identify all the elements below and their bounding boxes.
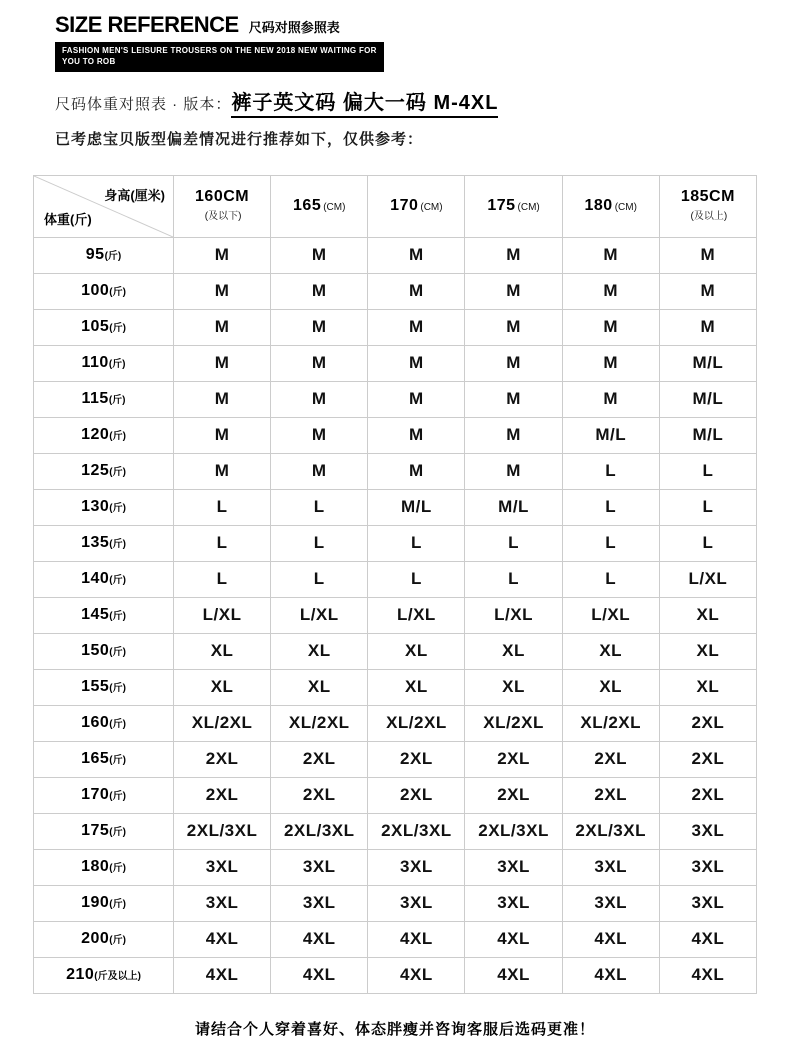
size-cell: 4XL — [465, 957, 562, 993]
table-row — [34, 597, 757, 633]
size-cell: M — [368, 453, 465, 489]
size-cell: 2XL — [659, 705, 756, 741]
size-cell: M — [465, 417, 562, 453]
size-cell: M — [174, 309, 271, 345]
weight-cell: 125(斤) — [34, 453, 174, 489]
size-cell: XL — [562, 633, 659, 669]
weight-cell: 190(斤) — [34, 885, 174, 921]
weight-cell: 110(斤) — [34, 345, 174, 381]
size-cell: M — [271, 309, 368, 345]
size-cell: M — [271, 237, 368, 273]
weight-cell: 175(斤) — [34, 813, 174, 849]
weight-cell: 105(斤) — [34, 309, 174, 345]
note-text: 已考虑宝贝版型偏差情况进行推荐如下，仅供参考： — [55, 130, 424, 148]
size-cell: 2XL — [174, 741, 271, 777]
table-row — [34, 525, 757, 561]
weight-cell: 100(斤) — [34, 273, 174, 309]
size-cell: 2XL — [659, 741, 756, 777]
size-cell: 3XL — [659, 813, 756, 849]
size-cell: M/L — [562, 417, 659, 453]
size-cell: 2XL — [562, 777, 659, 813]
size-cell: XL — [271, 669, 368, 705]
size-cell: XL/2XL — [465, 705, 562, 741]
size-cell: 2XL — [659, 777, 756, 813]
size-cell: 2XL/3XL — [465, 813, 562, 849]
weight-cell: 140(斤) — [34, 561, 174, 597]
table-row — [34, 273, 757, 309]
size-cell: XL — [174, 669, 271, 705]
size-cell: 2XL — [465, 741, 562, 777]
size-cell: 3XL — [368, 849, 465, 885]
size-table — [33, 175, 757, 994]
weight-cell: 95(斤) — [34, 237, 174, 273]
size-cell: L — [562, 525, 659, 561]
size-cell: XL/2XL — [271, 705, 368, 741]
size-cell: 4XL — [174, 921, 271, 957]
size-cell: XL — [659, 597, 756, 633]
weight-cell: 200(斤) — [34, 921, 174, 957]
column-header-175: 175 (CM) — [465, 175, 562, 237]
size-cell: 2XL — [368, 777, 465, 813]
size-cell: M — [271, 273, 368, 309]
weight-cell: 155(斤) — [34, 669, 174, 705]
size-cell: XL — [174, 633, 271, 669]
size-table-head-row — [34, 175, 757, 237]
size-cell: M/L — [465, 489, 562, 525]
size-cell: 4XL — [562, 921, 659, 957]
size-cell: M — [174, 273, 271, 309]
table-row — [34, 705, 757, 741]
table-row — [34, 561, 757, 597]
size-cell: 4XL — [465, 921, 562, 957]
size-cell: 3XL — [465, 885, 562, 921]
weight-cell: 135(斤) — [34, 525, 174, 561]
size-cell: L — [368, 525, 465, 561]
size-cell: XL — [271, 633, 368, 669]
size-cell: M — [368, 417, 465, 453]
table-row — [34, 237, 757, 273]
size-cell: XL — [368, 633, 465, 669]
size-cell: L — [174, 561, 271, 597]
title-en: SIZE REFERENCE — [55, 12, 239, 37]
size-cell: 4XL — [659, 957, 756, 993]
weight-cell: 165(斤) — [34, 741, 174, 777]
size-cell: L — [465, 525, 562, 561]
size-cell: M — [271, 345, 368, 381]
size-cell: M/L — [659, 417, 756, 453]
weight-cell: 145(斤) — [34, 597, 174, 633]
size-cell: 4XL — [174, 957, 271, 993]
size-cell: M — [562, 309, 659, 345]
intro-label: 尺码体重对照表 · 版本： — [55, 95, 232, 113]
size-cell: L/XL — [271, 597, 368, 633]
size-cell: L — [271, 489, 368, 525]
size-cell: L — [271, 525, 368, 561]
size-cell: M/L — [368, 489, 465, 525]
size-cell: XL — [659, 633, 756, 669]
size-cell: M — [174, 381, 271, 417]
column-header-170: 170 (CM) — [368, 175, 465, 237]
size-cell: M — [659, 273, 756, 309]
size-cell: L/XL — [465, 597, 562, 633]
weight-cell: 210(斤及以上) — [34, 957, 174, 993]
weight-cell: 170(斤) — [34, 777, 174, 813]
table-row — [34, 957, 757, 993]
size-cell: L/XL — [562, 597, 659, 633]
table-row — [34, 669, 757, 705]
intro-line — [55, 86, 790, 118]
size-cell: 2XL — [562, 741, 659, 777]
size-cell: M/L — [659, 345, 756, 381]
size-cell: XL — [659, 669, 756, 705]
table-row — [34, 921, 757, 957]
table-row — [34, 885, 757, 921]
size-cell: 2XL — [465, 777, 562, 813]
title-line — [55, 12, 790, 38]
size-cell: 2XL — [368, 741, 465, 777]
table-row — [34, 849, 757, 885]
size-cell: 3XL — [271, 885, 368, 921]
banner — [55, 42, 384, 72]
size-cell: 2XL — [174, 777, 271, 813]
size-cell: M — [271, 381, 368, 417]
size-cell: XL — [368, 669, 465, 705]
size-cell: L — [659, 489, 756, 525]
size-cell: M — [368, 381, 465, 417]
size-cell: L — [174, 489, 271, 525]
size-cell: 3XL — [465, 849, 562, 885]
size-cell: 2XL/3XL — [562, 813, 659, 849]
size-cell: 3XL — [659, 849, 756, 885]
table-row — [34, 309, 757, 345]
title-cn: 尺码对照参照表 — [248, 20, 340, 35]
table-row — [34, 453, 757, 489]
size-cell: M — [562, 381, 659, 417]
corner-cell — [34, 175, 174, 237]
column-header-180: 180 (CM) — [562, 175, 659, 237]
size-cell: 4XL — [659, 921, 756, 957]
column-header-165: 165 (CM) — [271, 175, 368, 237]
size-cell: L — [562, 489, 659, 525]
size-cell: M — [368, 309, 465, 345]
table-row — [34, 417, 757, 453]
header — [55, 12, 790, 72]
size-cell: M — [368, 273, 465, 309]
size-cell: L — [659, 525, 756, 561]
table-row — [34, 345, 757, 381]
table-row — [34, 489, 757, 525]
size-cell: 3XL — [562, 885, 659, 921]
height-axis-label: 身高(厘米) — [104, 187, 165, 203]
size-cell: M — [659, 309, 756, 345]
size-cell: M/L — [659, 381, 756, 417]
size-cell: XL/2XL — [174, 705, 271, 741]
size-cell: M — [368, 237, 465, 273]
size-cell: M — [174, 237, 271, 273]
size-cell: 2XL — [271, 777, 368, 813]
weight-cell: 160(斤) — [34, 705, 174, 741]
banner-line1: FASHION MEN'S LEISURE TROUSERS ON THE NEW 2018 NEW WAITING FOR — [62, 46, 377, 55]
size-cell: M — [271, 417, 368, 453]
size-cell: M — [562, 345, 659, 381]
size-cell: M — [465, 381, 562, 417]
size-cell: L — [465, 561, 562, 597]
table-row — [34, 813, 757, 849]
size-cell: L — [659, 453, 756, 489]
banner-line2: YOU TO ROB — [62, 56, 116, 66]
size-cell: L — [368, 561, 465, 597]
size-cell: L — [174, 525, 271, 561]
size-cell: 3XL — [174, 849, 271, 885]
size-cell: M — [465, 237, 562, 273]
size-cell: 3XL — [368, 885, 465, 921]
version-text: 裤子英文码 偏大一码 M-4XL — [231, 86, 498, 118]
size-cell: L/XL — [368, 597, 465, 633]
size-cell: 2XL/3XL — [368, 813, 465, 849]
size-cell: 3XL — [562, 849, 659, 885]
size-cell: 2XL — [271, 741, 368, 777]
size-cell: 4XL — [368, 957, 465, 993]
weight-cell: 115(斤) — [34, 381, 174, 417]
table-row — [34, 741, 757, 777]
size-cell: M — [271, 453, 368, 489]
size-cell: M — [562, 273, 659, 309]
size-cell: M — [174, 453, 271, 489]
size-cell: M — [465, 345, 562, 381]
size-cell: M — [174, 345, 271, 381]
footer-note: 请结合个人穿着喜好、体态胖瘦并咨询客服后选码更准！ — [194, 1020, 595, 1037]
column-header-160cm: 160CM (及以下) — [174, 175, 271, 237]
size-cell: M — [465, 453, 562, 489]
size-cell: M — [562, 237, 659, 273]
weight-cell: 180(斤) — [34, 849, 174, 885]
column-header-185cm: 185CM (及以上) — [659, 175, 756, 237]
size-cell: M — [659, 237, 756, 273]
size-cell: L/XL — [659, 561, 756, 597]
table-row — [34, 777, 757, 813]
size-cell: M — [174, 417, 271, 453]
weight-cell: 150(斤) — [34, 633, 174, 669]
size-cell: L — [271, 561, 368, 597]
size-cell: M — [465, 273, 562, 309]
size-cell: 4XL — [562, 957, 659, 993]
size-cell: L — [562, 561, 659, 597]
size-cell: 4XL — [271, 957, 368, 993]
size-cell: XL — [562, 669, 659, 705]
size-cell: XL/2XL — [562, 705, 659, 741]
size-cell: 3XL — [659, 885, 756, 921]
weight-axis-label: 体重(斤) — [44, 211, 92, 227]
size-cell: L/XL — [174, 597, 271, 633]
weight-cell: 130(斤) — [34, 489, 174, 525]
table-row — [34, 381, 757, 417]
size-cell: 3XL — [174, 885, 271, 921]
size-cell: 4XL — [368, 921, 465, 957]
size-cell: 2XL/3XL — [271, 813, 368, 849]
size-cell: 3XL — [271, 849, 368, 885]
size-cell: 4XL — [271, 921, 368, 957]
size-cell: M — [368, 345, 465, 381]
size-cell: M — [465, 309, 562, 345]
size-cell: L — [562, 453, 659, 489]
size-table-body — [34, 237, 757, 993]
size-cell: 2XL/3XL — [174, 813, 271, 849]
size-cell: XL/2XL — [368, 705, 465, 741]
weight-cell: 120(斤) — [34, 417, 174, 453]
table-row — [34, 633, 757, 669]
size-cell: XL — [465, 633, 562, 669]
size-cell: XL — [465, 669, 562, 705]
